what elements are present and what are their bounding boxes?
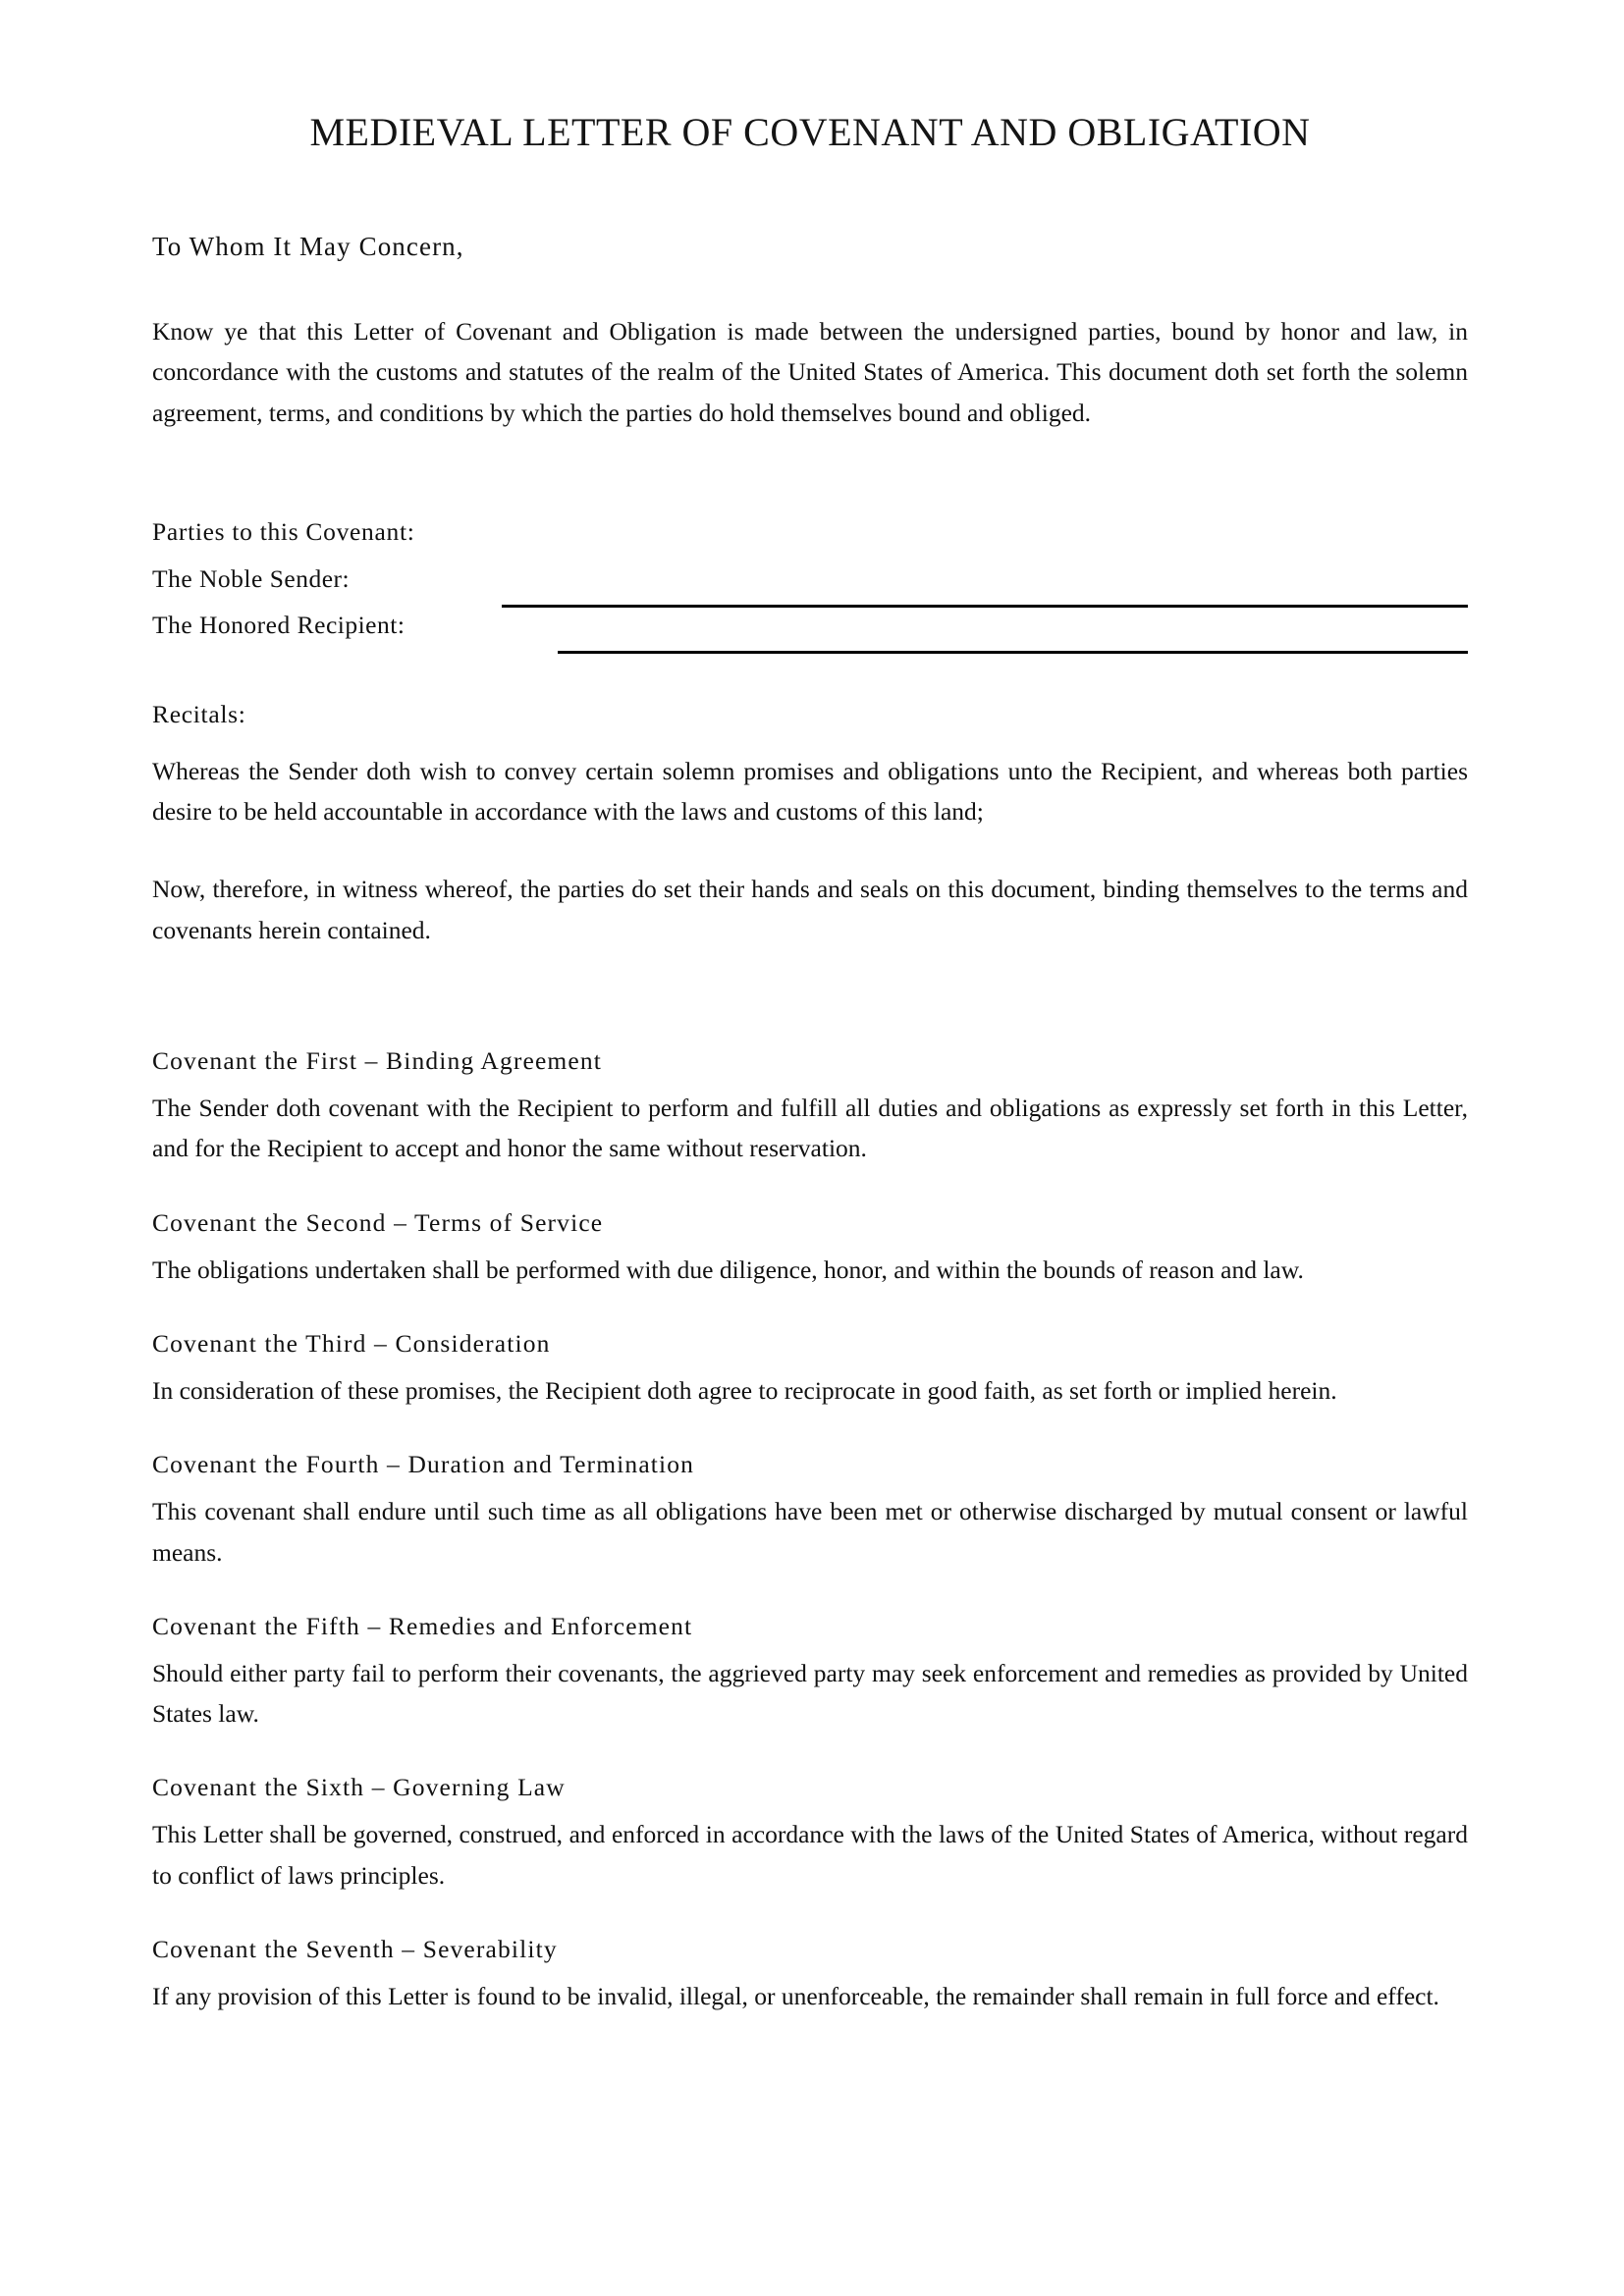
- covenant-item: [152, 1896, 1468, 2016]
- parties-block: [152, 547, 1468, 657]
- covenant-item: [152, 1046, 1468, 1169]
- covenant-item: [152, 1573, 1468, 1735]
- covenant-heading: Covenant the Fifth – Remedies and Enforcement: [152, 1611, 693, 1640]
- covenant-heading: Covenant the Sixth – Governing Law: [152, 1773, 566, 1802]
- covenant-item: [152, 1411, 1468, 1573]
- party-label-sender: The Noble Sender:: [152, 563, 351, 593]
- covenant-heading: Covenant the Fourth – Duration and Termination: [152, 1450, 695, 1479]
- party-row-sender: [152, 564, 1468, 611]
- covenant-body: Should either party fail to perform their covenants, the aggrieved party may seek enforcement and remedies as provided by United States law.: [152, 1658, 1468, 1729]
- covenant-item: [152, 1169, 1468, 1290]
- covenant-heading: Covenant the Second – Terms of Service: [152, 1207, 604, 1237]
- covenant-body: This covenant shall endure until such time as all obligations have been met or otherwise discharged by mutual consent or lawful means.: [152, 1497, 1468, 1567]
- covenant-heading: Covenant the Seventh – Severability: [152, 1935, 558, 1964]
- page-title: MEDIEVAL LETTER OF COVENANT AND OBLIGATION: [309, 110, 1311, 154]
- party-label-recipient: The Honored Recipient:: [152, 610, 406, 639]
- parties-label: Parties to this Covenant:: [152, 516, 415, 546]
- intro-paragraph: Know ye that this Letter of Covenant and Obligation is made between the undersigned parties, bound by honor and law, in concordance with the customs and statutes of the realm of the United States of America. This document doth set forth the solemn agreement, terms, and conditions by which the parties do hold themselves bound and obliged.: [152, 317, 1468, 427]
- covenant-body: The Sender doth covenant with the Recipient to perform and fulfill all duties and obligations as expressly set forth in this Letter, and for the Recipient to accept and honor the same without reservation.: [152, 1094, 1468, 1163]
- party-row-recipient: [152, 611, 1468, 657]
- document-content: [152, 0, 1468, 2016]
- covenant-heading: Covenant the First – Binding Agreement: [152, 1046, 603, 1076]
- covenants-section: [152, 950, 1468, 2016]
- recitals-label: Recitals:: [152, 699, 246, 728]
- signature-line-recipient[interactable]: [558, 651, 1468, 654]
- covenant-heading: Covenant the Third – Consideration: [152, 1328, 551, 1358]
- covenant-body: If any provision of this Letter is found to be invalid, illegal, or unenforceable, the remainder shall remain in full force and effect.: [152, 1982, 1439, 2011]
- covenant-item: [152, 1734, 1468, 1896]
- salutation: To Whom It May Concern,: [152, 232, 464, 261]
- covenant-body: This Letter shall be governed, construed, and enforced in accordance with the laws of the United States of America, without regard to conflict of laws principles.: [152, 1820, 1468, 1890]
- covenant-item: [152, 1290, 1468, 1411]
- recital-paragraph: Whereas the Sender doth wish to convey certain solemn promises and obligations unto the Recipient, and whereas both parties desire to be held accountable in accordance with the laws and customs of this land;: [152, 756, 1468, 827]
- recital-paragraph: Now, therefore, in witness whereof, the parties do set their hands and seals on this document, binding themselves to the terms and covenants herein contained.: [152, 875, 1468, 944]
- covenant-body: The obligations undertaken shall be performed with due diligence, honor, and within the bounds of reason and law.: [152, 1255, 1304, 1284]
- signature-line-sender[interactable]: [502, 605, 1468, 608]
- covenant-body: In consideration of these promises, the Recipient doth agree to reciprocate in good faith, as set forth or implied herein.: [152, 1375, 1337, 1405]
